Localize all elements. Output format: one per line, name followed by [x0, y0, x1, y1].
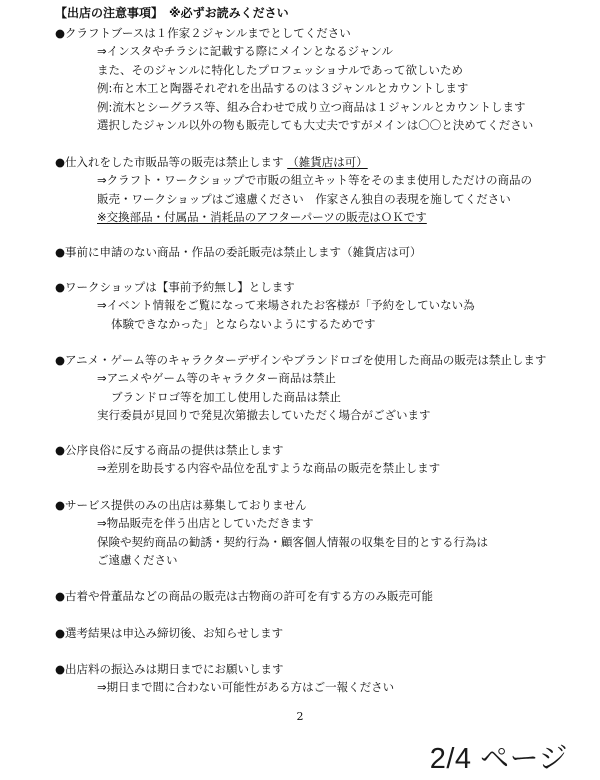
- section-line: 販売・ワークショップはご遠慮ください 作家さん独自の表現を施してください: [97, 191, 511, 206]
- section-line: ⇒差別を助長する内容や品位を乱すような商品の販売を禁止します: [97, 461, 441, 476]
- section-workshop: [55, 278, 575, 333]
- section-heading-row: [55, 153, 575, 171]
- section-antiques: [55, 587, 575, 605]
- section-line: 保険や契約商品の勧誘・契約行為・顧客個人情報の収集を目的とする行為は: [97, 534, 488, 549]
- section-line: ⇒アニメやゲーム等のキャラクター商品は禁止: [97, 371, 336, 386]
- section-line: ※交換部品・付属品・消耗品のアフターパーツの販売はＯＫです: [97, 210, 427, 225]
- section-heading: ●仕入れをした市販品等の販売は禁止します: [55, 155, 284, 169]
- page-number: 2: [296, 710, 304, 723]
- section-service-only: [55, 496, 575, 570]
- notice-title: 【出店の注意事項】 ※必ずお読みください: [55, 6, 289, 20]
- section-line: 例:流木とシーグラス等、組み合わせで成り立つ商品は１ジャンルとカウントします: [97, 99, 526, 114]
- section-consignment: [55, 243, 575, 261]
- section-line: ご遠慮ください: [97, 553, 178, 568]
- section-line: ブランドロゴ等を加工し使用した商品は禁止: [111, 389, 341, 404]
- section-character-goods: [55, 351, 575, 425]
- section-line: 実行委員が見回りで発見次第撤去していただく場合がございます: [97, 408, 431, 423]
- section-line: ⇒期日まで間に合わない可能性がある方はご一報ください: [97, 680, 395, 695]
- section-line: ⇒物品販売を伴う出店としていただきます: [97, 516, 314, 531]
- section-public-order: [55, 441, 575, 478]
- heading-note: （雑貨店は可）: [287, 155, 368, 169]
- section-heading: ●公序良俗に反する商品の提供は禁止します: [55, 443, 284, 457]
- section-payment: [55, 660, 575, 697]
- section-craft-booth: [55, 24, 575, 134]
- section-line: 選択したジャンル以外の物も販売しても大丈夫ですがメインは〇〇と決めてください: [97, 118, 534, 133]
- section-line: ⇒クラフト・ワークショップで市販の組立キット等をそのまま使用しただけの商品の: [97, 173, 533, 188]
- section-line: ⇒イベント情報をご覧になって来場されたお客様が「予約をしていない為: [97, 298, 475, 313]
- page-indicator: 2/4 ページ: [429, 743, 568, 775]
- section-resale-items: [55, 153, 575, 227]
- section-heading: ●ワークショップは【事前予約無し】とします: [55, 280, 295, 294]
- section-heading: ●出店料の振込みは期日までにお願いします: [55, 662, 284, 676]
- section-heading: ●サービス提供のみの出店は募集しておりません: [55, 498, 307, 512]
- section-line: 体験できなかった」とならないようにするためです: [111, 316, 376, 331]
- section-line: 例:布と木工と陶器それぞれを出品するのは３ジャンルとカウントします: [97, 81, 469, 96]
- section-heading: ●クラフトブースは１作家２ジャンルまでとしてください: [55, 26, 351, 40]
- section-heading: ●アニメ・ゲーム等のキャラクターデザインやブランドロゴを使用した商品の販売は禁止します: [55, 353, 547, 367]
- section-heading: ●事前に申請のない商品・作品の委託販売は禁止します（雑貨店は可）: [55, 245, 422, 259]
- section-heading: ●古着や骨董品などの商品の販売は古物商の許可を有する方のみ販売可能: [55, 589, 434, 603]
- section-line: また、そのジャンルに特化したプロフェッショナルであって欲しいため: [97, 62, 463, 77]
- section-heading: ●選考結果は申込み締切後、お知らせします: [55, 626, 284, 640]
- section-selection-results: [55, 624, 575, 642]
- section-line: ⇒インスタやチラシに記載する際にメインとなるジャンル: [97, 44, 394, 59]
